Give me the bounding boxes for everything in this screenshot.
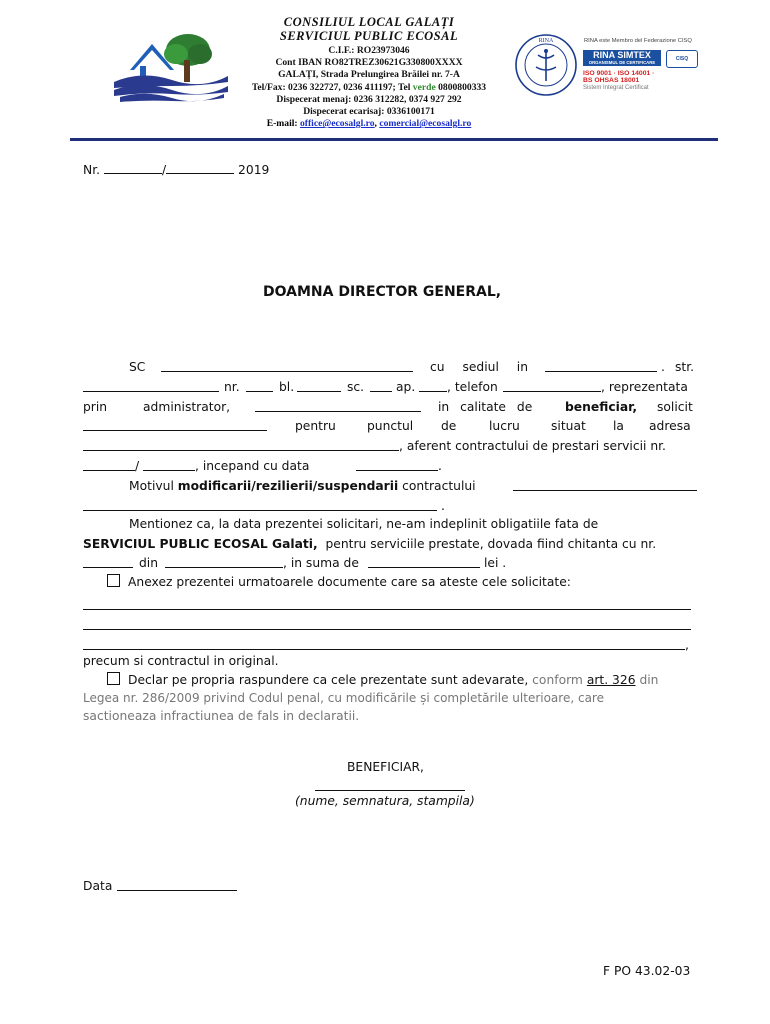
addressee-title: DOAMNA DIRECTOR GENERAL, <box>263 284 502 300</box>
certification-badge <box>580 36 704 98</box>
law-reference: Legea nr. 286/2009 privind Codul penal, cu modificările și completările ulterioare, care <box>83 691 604 705</box>
reason-field[interactable] <box>513 490 697 491</box>
header-divider <box>70 138 718 141</box>
email-office-link[interactable]: office@ecosalgl.ro <box>300 118 375 130</box>
letterhead <box>0 0 770 145</box>
apartment-field[interactable] <box>419 391 447 392</box>
date-label: Data <box>83 879 113 893</box>
receipt-nr-field[interactable] <box>83 567 133 568</box>
annex-documents-field-2[interactable] <box>83 629 691 630</box>
request-type-field[interactable] <box>83 430 267 431</box>
staircase-field[interactable] <box>370 391 392 392</box>
annex-documents-field-3[interactable] <box>83 649 685 650</box>
registration-number-line: Nr. / 2019 <box>83 163 270 177</box>
cisq-logo-icon: CISQ <box>666 50 698 68</box>
locality-field[interactable] <box>545 371 657 372</box>
start-date-field[interactable] <box>356 470 438 471</box>
header-service: SERVICIUL PUBLIC ECOSAL <box>279 29 459 43</box>
rina-brand: RINA SIMTEX ORGANISMUL DE CERTIFICARE <box>583 50 661 66</box>
email-comercial-link[interactable]: comercial@ecosalgl.ro <box>379 118 472 130</box>
annex-checkbox[interactable] <box>107 574 120 587</box>
amount-field[interactable] <box>368 567 480 568</box>
header-dispecerat-ecarisaj: Dispecerat ecarisaj: 0336100171 <box>303 106 435 118</box>
phone-field[interactable] <box>503 391 601 392</box>
rina-member-text: RINA este Membro del Federazione CISQ <box>584 38 692 44</box>
work-address-field[interactable] <box>83 450 399 451</box>
header-text-block <box>228 16 510 130</box>
header-email: E-mail: office@ecosalgl.ro, comercial@ecosalgl.ro <box>266 118 472 130</box>
header-address: GALAȚI, Strada Prelungirea Brăilei nr. 7-A <box>278 69 460 81</box>
str-label: str. <box>675 360 695 374</box>
nr-date-field[interactable] <box>166 163 234 174</box>
block-field[interactable] <box>297 391 341 392</box>
receipt-date-field[interactable] <box>165 567 283 568</box>
nr-field[interactable] <box>104 163 162 174</box>
sc-label: SC <box>129 360 146 374</box>
form-code: F PO 43.02-03 <box>603 964 691 978</box>
false-declaration-note: sactioneaza infractiunea de fals in declaratii. <box>83 709 360 723</box>
header-cif: C.I.F.: RO23973046 <box>328 45 410 56</box>
receipt-line: SERVICIUL PUBLIC ECOSAL Galati, pentru serviciile prestate, dovada fiind chitanta cu nr. <box>83 537 657 551</box>
declaration-checkbox[interactable] <box>107 672 120 685</box>
header-iban: Cont IBAN RO82TREZ30621G330800XXXX <box>275 57 463 69</box>
annex-documents-field-1[interactable] <box>83 609 691 610</box>
date-field[interactable] <box>117 890 237 891</box>
header-phone: Tel/Fax: 0236 322727, 0236 411197; Tel verde 0800800333 <box>251 81 487 93</box>
reason-line: Motivul modificarii/rezilierii/suspendarii contractului <box>129 479 476 493</box>
header-institution: CONSILIUL LOCAL GALAȚI <box>283 15 455 29</box>
cu-sediul-label: cu sediul in <box>430 360 528 374</box>
iso-standards: ISO 9001 · ISO 14001 · BS OHSAS 18001 Sistem Integrat Certificat <box>583 70 655 91</box>
contract-nr-field[interactable] <box>83 470 135 471</box>
obligations-statement: Mentionez ca, la data prezentei solicitari, ne-am indeplinit obligatiile fata de <box>129 517 599 531</box>
declaration-line: Declar pe propria raspundere ca cele prezentate sunt adevarate, conform art. 326 din <box>107 672 658 687</box>
original-contract-note: precum si contractul in original. <box>83 654 279 668</box>
header-dispecerat-menaj: Dispecerat menaj: 0236 312282, 0374 927 292 <box>276 93 462 105</box>
street-field[interactable] <box>83 391 219 392</box>
administrator-field[interactable] <box>255 411 421 412</box>
street-nr-field[interactable] <box>246 391 273 392</box>
annex-line: Anexez prezentei urmatoarele documente care sa ateste cele solicitate: <box>107 574 571 589</box>
ecosal-logo-icon <box>112 30 230 102</box>
company-field[interactable] <box>161 371 413 372</box>
reason-field-continued[interactable] <box>83 510 437 511</box>
signature-field[interactable] <box>315 790 465 791</box>
signature-caption: (nume, semnatura, stampila) <box>295 794 475 808</box>
contract-date-field[interactable] <box>143 470 195 471</box>
rina-seal-icon <box>514 33 578 97</box>
beneficiary-label: BENEFICIAR, <box>347 760 424 774</box>
seal-text: RINA <box>538 38 554 44</box>
